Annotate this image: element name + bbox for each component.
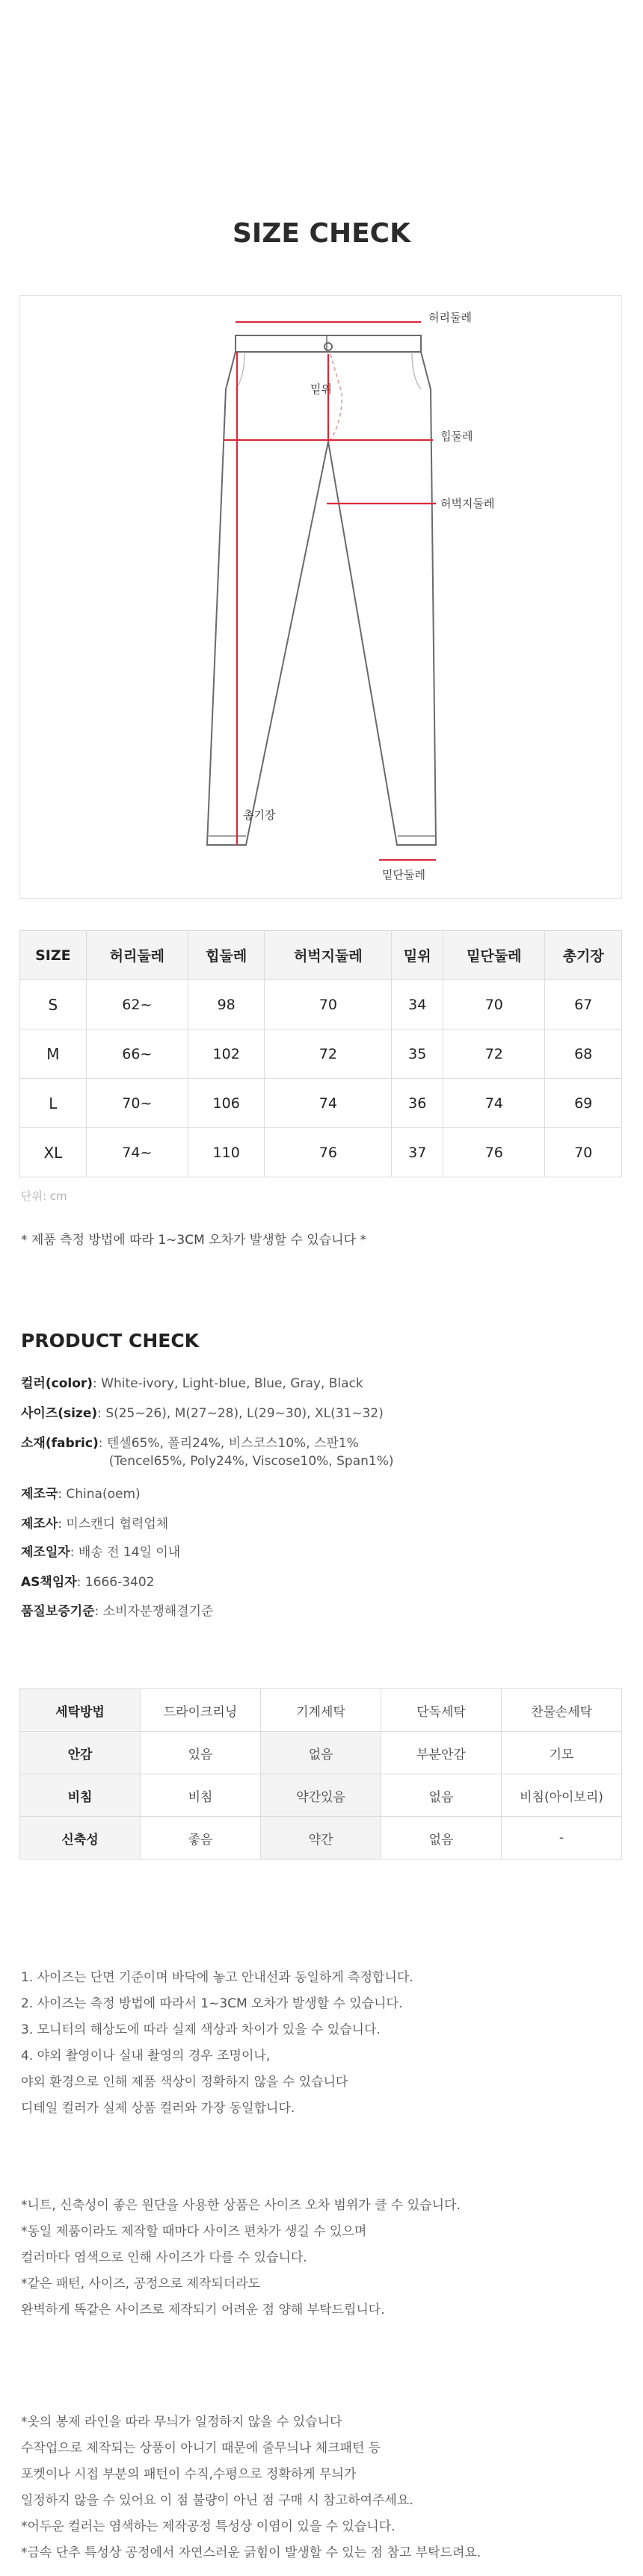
size-value-cell: 72	[265, 1030, 392, 1079]
care-option-cell: 있음	[141, 1732, 261, 1774]
size-table-header-cell: 밑위	[392, 931, 443, 980]
product-check-title: PRODUCT CHECK	[21, 1330, 200, 1352]
size-table-row	[20, 980, 622, 1030]
spec-row	[21, 1405, 384, 1422]
unit-note: 단위: cm	[21, 1189, 67, 1203]
spec-value	[97, 1405, 384, 1422]
size-value-cell: 68	[545, 1030, 622, 1079]
diagram-labels	[243, 311, 494, 882]
care-table-row	[20, 1774, 622, 1817]
spec-value	[95, 1603, 214, 1620]
care-row-header: 비침	[20, 1774, 141, 1817]
note-line: 컬러마다 염색으로 인해 사이즈가 다를 수 있습니다.	[21, 2250, 307, 2265]
spec-value	[77, 1573, 155, 1591]
size-table-header-cell: 밑단둘레	[443, 931, 545, 980]
right-leg	[328, 352, 436, 845]
care-option-cell: 드라이크리닝	[141, 1689, 261, 1732]
spec-value	[93, 1375, 363, 1393]
care-table-row	[20, 1689, 622, 1732]
size-table-header-cell: 힙둘레	[188, 931, 265, 980]
label-rise: 밑위	[310, 383, 332, 396]
size-table-row	[20, 1128, 622, 1177]
note-line: 2. 사이즈는 측정 방법에 따라서 1~3CM 오차가 발생할 수 있습니다.	[21, 1996, 403, 2011]
spec-value-line: : White-ivory, Light-blue, Blue, Gray, Black	[93, 1376, 363, 1391]
size-table	[19, 930, 622, 1177]
care-option-cell: 좋음	[141, 1817, 261, 1860]
size-value-cell: 102	[188, 1030, 265, 1079]
note-line: 수작업으로 제작되는 상품이 아니기 때문에 줄무늬나 체크패턴 등	[21, 2441, 381, 2456]
care-option-cell: 부분안감	[381, 1732, 502, 1774]
note-line: 일정하지 않을 수 있어요 이 점 불량이 아닌 점 구매 시 참고하여주세요.	[21, 2493, 413, 2508]
care-row-header: 세탁방법	[20, 1689, 141, 1732]
care-table-row	[20, 1817, 622, 1860]
care-option-cell: -	[502, 1817, 622, 1860]
size-value-cell: 67	[545, 980, 622, 1030]
measurement-lines	[224, 322, 436, 860]
spec-key: 제조사	[21, 1517, 58, 1532]
measurement-error-note: * 제품 측정 방법에 따라 1~3CM 오차가 발생할 수 있습니다 *	[21, 1233, 366, 1248]
size-value-cell: 76	[265, 1128, 392, 1177]
size-value-cell: 98	[188, 980, 265, 1030]
size-value-cell: 69	[545, 1079, 622, 1128]
spec-value-line: : 1666-3402	[76, 1575, 155, 1590]
size-table-header-row	[20, 931, 622, 980]
size-table-header-cell: 허리둘레	[86, 931, 188, 980]
size-value-cell: 62~	[86, 980, 188, 1030]
care-option-cell: 없음	[261, 1732, 381, 1774]
spec-value-line: : S(25~26), M(27~28), L(29~30), XL(31~32)	[97, 1406, 384, 1421]
size-value-cell: 72	[443, 1030, 545, 1079]
care-option-cell: 기모	[502, 1732, 622, 1774]
spec-value	[99, 1434, 394, 1470]
waist-button	[324, 343, 332, 350]
size-value-cell: 37	[392, 1128, 443, 1177]
size-value-cell: 106	[188, 1079, 265, 1128]
spec-value-line-2: (Tencel65%, Poly24%, Viscose10%, Span1%)	[108, 1454, 394, 1469]
spec-value-line: : 소비자분쟁해결기준	[94, 1604, 214, 1619]
care-option-cell: 없음	[381, 1817, 502, 1860]
care-option-cell: 없음	[381, 1774, 502, 1817]
note-line: *동일 제품이라도 제작할 때마다 사이즈 편차가 생길 수 있으며	[21, 2224, 367, 2239]
size-value-cell: 70	[265, 980, 392, 1030]
label-hip: 힙둘레	[440, 430, 473, 443]
pants-diagram-svg	[20, 296, 623, 900]
care-option-cell: 약간있음	[261, 1774, 381, 1817]
size-value-cell: 76	[443, 1128, 545, 1177]
size-value-cell: 70~	[86, 1079, 188, 1128]
note-line: 완벽하게 똑같은 사이즈로 제작되기 어려운 점 양해 부탁드립니다.	[21, 2303, 385, 2318]
care-table	[19, 1688, 622, 1860]
spec-key: 사이즈(size)	[21, 1406, 98, 1421]
label-length: 총기장	[243, 808, 276, 822]
size-value-cell: 66~	[86, 1030, 188, 1079]
note-line: *어두운 컬러는 염색하는 제작공정 특성상 이염이 있을 수 있습니다.	[21, 2519, 396, 2534]
care-row-header: 신축성	[20, 1817, 141, 1860]
fly-stitch	[330, 354, 342, 442]
spec-row	[21, 1573, 154, 1591]
care-row-header: 안감	[20, 1732, 141, 1774]
size-table-header-cell: 허벅지둘레	[265, 931, 392, 980]
size-value-cell: 74~	[86, 1128, 188, 1177]
spec-value-line: : 미스캔디 협력업체	[58, 1517, 169, 1532]
care-option-cell: 찬물손세탁	[502, 1689, 622, 1732]
notes-block-2	[21, 2193, 461, 2323]
spec-row	[21, 1485, 141, 1503]
spec-key: AS책임자	[21, 1575, 77, 1590]
care-option-cell: 비침	[141, 1774, 261, 1817]
size-table-header-cell: SIZE	[20, 931, 87, 980]
size-table-row	[20, 1079, 622, 1128]
size-diagram	[19, 295, 622, 899]
size-value-cell: 34	[392, 980, 443, 1030]
size-value-cell: 35	[392, 1030, 443, 1079]
label-thigh: 허벅지둘레	[440, 497, 495, 510]
spec-value	[58, 1485, 140, 1503]
spec-key: 제조국	[21, 1487, 58, 1502]
size-label-cell: M	[20, 1030, 87, 1079]
note-line: *금속 단추 특성상 공정에서 자연스러운 긁힘이 발생할 수 있는 점 참고 부탁드려요.	[21, 2545, 482, 2560]
notes-block-1	[21, 1965, 413, 2122]
care-option-cell: 단독세탁	[381, 1689, 502, 1732]
note-line: *옷의 봉제 라인을 따라 무늬가 일정하지 않을 수 있습니다	[21, 2415, 342, 2430]
size-label-cell: S	[20, 980, 87, 1030]
label-waist: 허리둘레	[428, 311, 472, 324]
spec-key: 소재(fabric)	[21, 1436, 99, 1451]
size-value-cell: 70	[545, 1128, 622, 1177]
spec-value	[70, 1544, 181, 1561]
size-value-cell: 36	[392, 1079, 443, 1128]
note-line: 1. 사이즈는 단면 기준이며 바닥에 놓고 안내선과 동일하게 측정합니다.	[21, 1970, 413, 1985]
spec-key: 컬러(color)	[21, 1376, 93, 1391]
note-line: *니트, 신축성이 좋은 원단을 사용한 상품은 사이즈 오차 범위가 클 수 있습니다.	[21, 2198, 461, 2213]
size-table-header-cell: 총기장	[545, 931, 622, 980]
size-label-cell: L	[20, 1079, 87, 1128]
care-option-cell: 기계세탁	[261, 1689, 381, 1732]
spec-value	[58, 1515, 168, 1533]
spec-row	[21, 1434, 394, 1470]
size-value-cell: 110	[188, 1128, 265, 1177]
spec-row	[21, 1375, 363, 1393]
note-line: 디테일 컬러가 실제 상품 컬러와 가장 동일합니다.	[21, 2101, 295, 2116]
note-line: 포켓이나 시접 부분의 패턴이 수직,수평으로 정확하게 무늬가	[21, 2467, 357, 2482]
spec-key: 품질보증기준	[21, 1604, 95, 1619]
note-line: 3. 모니터의 해상도에 따라 실제 색상과 차이가 있을 수 있습니다.	[21, 2022, 381, 2037]
care-option-cell: 약간	[261, 1817, 381, 1860]
label-hem: 밑단둘레	[382, 868, 425, 882]
care-table-row	[20, 1732, 622, 1774]
notes-block-3	[21, 2409, 481, 2566]
spec-key: 제조일자	[21, 1545, 70, 1560]
spec-row	[21, 1544, 180, 1561]
size-label-cell: XL	[20, 1128, 87, 1177]
care-option-cell: 비침(아이보리)	[502, 1774, 622, 1817]
spec-row	[21, 1603, 213, 1620]
spec-value-line: : 텐셀65%, 폴리24%, 비스코스10%, 스판1%	[98, 1436, 359, 1451]
spec-value-line: : China(oem)	[58, 1487, 141, 1502]
note-line: 4. 야외 촬영이나 실내 촬영의 경우 조명이나,	[21, 2049, 271, 2063]
size-value-cell: 74	[265, 1079, 392, 1128]
note-line: *같은 패턴, 사이즈, 공정으로 제작되더라도	[21, 2276, 261, 2291]
note-line: 야외 환경으로 인해 제품 색상이 정확하지 않을 수 있습니다	[21, 2075, 348, 2090]
size-value-cell: 70	[443, 980, 545, 1030]
spec-value-line: : 배송 전 14일 이내	[70, 1545, 181, 1560]
pants-outline	[207, 335, 436, 845]
spec-row	[21, 1515, 168, 1533]
right-pocket	[412, 352, 421, 389]
size-value-cell: 74	[443, 1079, 545, 1128]
size-check-title: SIZE CHECK	[232, 218, 410, 249]
size-table-row	[20, 1030, 622, 1079]
left-leg	[207, 352, 328, 845]
